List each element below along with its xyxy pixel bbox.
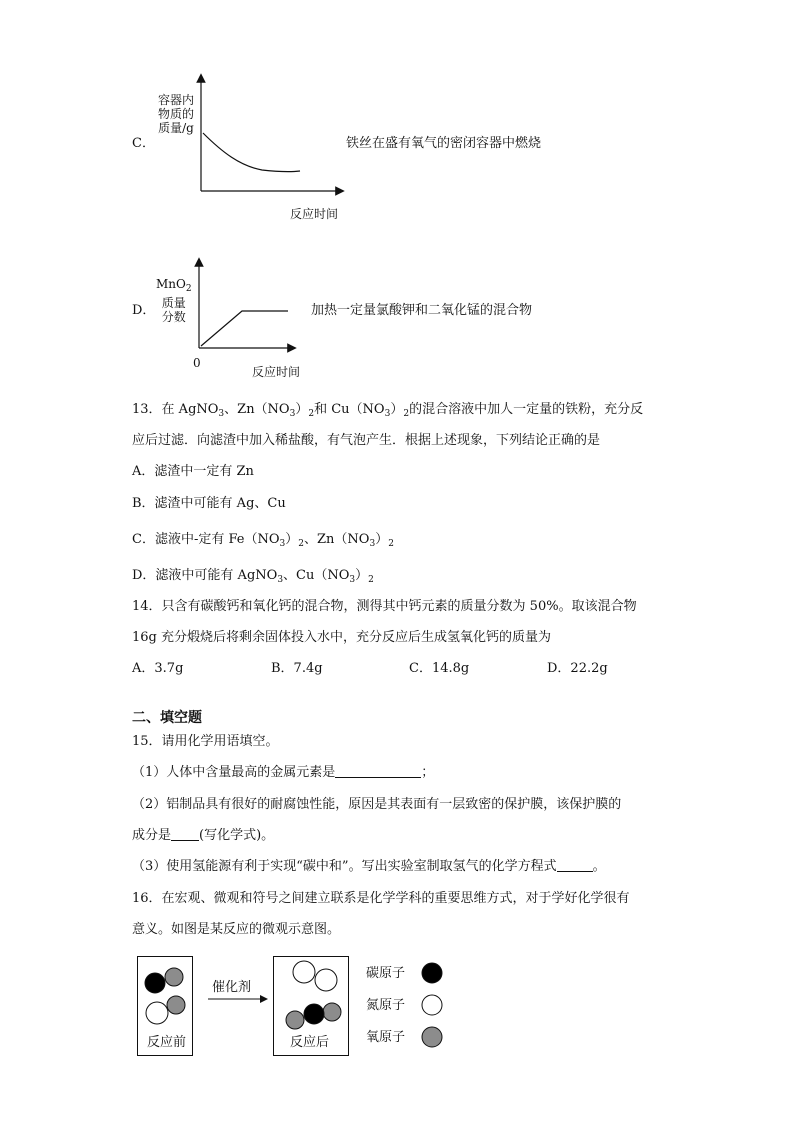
oxygen-atom [167,996,185,1014]
option-d-label: D． [132,303,156,318]
mno-text: MnO [156,277,186,291]
q13-subscript: 3 [369,539,376,549]
graph-d-origin: 0 [193,356,201,370]
after-label: 反应后 [290,1035,330,1050]
nitrogen-atom [315,969,337,991]
q14-option-c: C．14.8g [409,661,470,676]
q13-subscript: 2 [403,409,410,419]
carbon-atom [145,973,165,993]
q15-text: (写化学式)。 [199,828,275,843]
q13-text: C．滤液中-定有 Fe（NO [132,532,280,547]
q13-subscript: 2 [298,539,304,549]
q13-subscript: 3 [279,539,286,549]
graph-c-x-label: 反应时间 [290,207,339,221]
legend-nitrogen-label: 氮原子 [366,998,406,1013]
graph-c-description: 铁丝在盛有氧气的密闭容器中燃烧 [346,136,542,151]
legend-carbon-icon [422,963,442,983]
q13-subscript: 2 [368,575,374,585]
q13-subscript: 3 [384,409,391,419]
option-c-label: C． [132,136,155,151]
q15-text: ； [421,765,435,780]
legend-carbon-label: 碳原子 [366,966,406,981]
q16-line1: 16．在宏观、微观和符号之间建立联系是化学学科的重要思维方式，对于学好化学很有 [132,891,630,906]
legend-oxygen-icon [422,1027,442,1047]
graph-c-y-label-line: 质量/g [158,121,194,135]
carbon-atom [304,1004,324,1024]
q15-text: 成分是 [132,828,172,843]
q13-text: 、Zn（NO [224,402,290,417]
nitrogen-atom [293,961,315,983]
q13-text: ） [375,532,389,547]
q13-option-a: A．滤渣中一定有 Zn [132,464,254,479]
q14-line1: 14．只含有碳酸钙和氧化钙的混合物，测得其中钙元素的质量分数为 50%。取该混合物 [132,599,637,614]
graph-d-y-label-line: 分数 [161,310,186,324]
q14-option-d: D．22.2g [547,661,608,676]
q14-line2: 16g 充分煅烧后将剩余固体投入水中，充分反应后生成氢氧化钙的质量为 [132,630,551,645]
q13-subscript: 3 [218,409,225,419]
q13-subscript: 3 [289,409,296,419]
q13-line2: 应后过滤．向滤渣中加入稀盐酸，有气泡产生．根据上述现象，下列结论正确的是 [132,433,601,448]
q13-text: ） [295,402,309,417]
catalyst-label: 催化剂 [212,980,252,995]
section-title: 二、填空题 [132,710,202,726]
graph-c-y-label-line: 物质的 [158,107,195,121]
q15-stem: 15．请用化学用语填空。 [132,734,279,749]
legend-nitrogen-icon [422,995,442,1015]
q13-text: D．滤液中可能有 AgNO [132,568,278,583]
q13-text: ） [390,402,404,417]
q15-text: 。 [592,859,606,874]
q13-text: 和 Cu（NO [314,402,385,417]
q13-text: ） [355,568,369,583]
graph-c-y-label-line: 容器内 [158,93,195,107]
q14-option-a: A．3.7g [132,661,184,676]
q13-option-b: B．滤渣中可能有 Ag、Cu [132,496,286,511]
oxygen-atom [323,1003,341,1021]
q13-text: 13．在 AgNO [132,402,219,417]
q13-text: 、Zn（NO [304,532,370,547]
q13-subscript: 3 [349,575,356,585]
oxygen-atom [286,1011,304,1029]
q13-subscript: 3 [277,575,284,585]
graph-d-x-label: 反应时间 [252,365,301,379]
q13-text: 、Cu（NO [283,568,350,583]
q14-option-b: B．7.4g [271,661,323,676]
q15-text: （1）人体中含量最高的金属元素是 [132,765,336,780]
q13-text: 的混合溶液中加人一定量的铁粉，充分反 [409,402,644,417]
before-label: 反应前 [147,1035,187,1050]
graph-d-y-label-line: 质量 [161,296,186,310]
graph-d-description: 加热一定量氯酸钾和二氧化锰的混合物 [311,303,533,318]
q15-text: （3）使用氢能源有利于实现“碳中和”。写出实验室制取氢气的化学方程式 [132,859,557,874]
q13-text: ） [285,532,299,547]
mno-subscript: 2 [185,284,192,294]
legend-oxygen-label: 氧原子 [366,1030,406,1045]
q13-subscript: 2 [388,539,394,549]
q13-subscript: 2 [308,409,315,419]
q16-line2: 意义。如图是某反应的微观示意图。 [132,922,341,937]
nitrogen-atom [146,1002,168,1024]
q15-part2-line1: （2）铝制品具有很好的耐腐蚀性能，原因是其表面有一层致密的保护膜，该保护膜的 [132,797,622,812]
oxygen-atom [165,968,183,986]
